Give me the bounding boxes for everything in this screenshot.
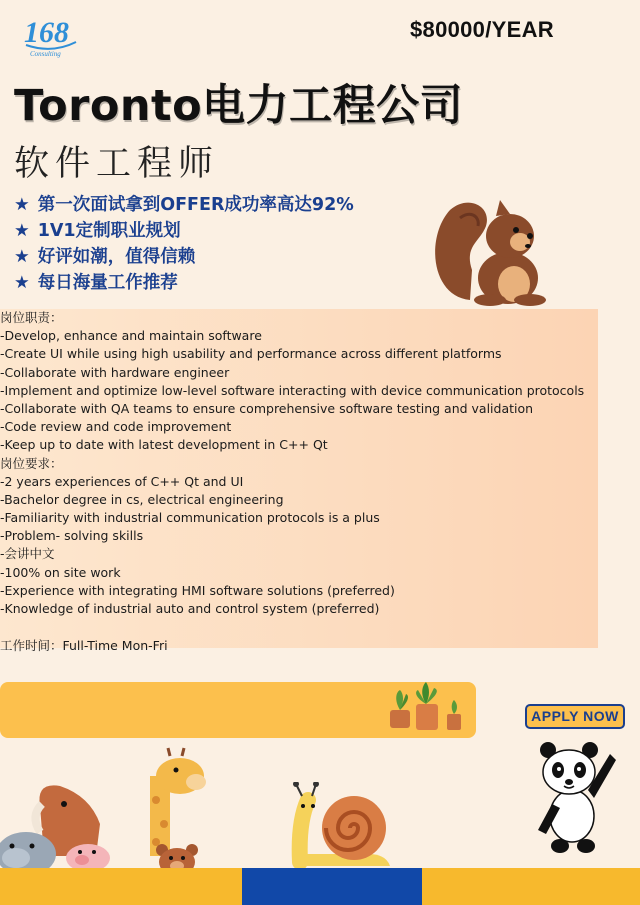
plants-illustration	[386, 682, 466, 732]
panda-illustration	[532, 738, 622, 854]
highlight-item	[14, 244, 354, 270]
detail-line: -2 years experiences of C++ Qt and UI	[0, 473, 244, 489]
salary-label: $80000/YEAR	[410, 17, 554, 42]
highlight-item	[14, 218, 354, 244]
work-time: 工作时间：Full-Time Mon-Fri	[0, 638, 168, 653]
company-title: Toronto电力工程公司	[14, 81, 464, 131]
highlight-text: 1V1定制职业规划	[37, 221, 181, 241]
footer-band-left	[0, 868, 242, 905]
detail-line: -Problem- solving skills	[0, 528, 144, 544]
highlight-text: 好评如潮，值得信赖	[37, 247, 196, 267]
detail-line: -Code review and code improvement	[0, 419, 232, 435]
detail-line: -Knowledge of industrial auto and control system (preferred)	[0, 601, 380, 616]
detail-line: 岗位要求：	[0, 455, 63, 471]
star-icon: ★	[14, 247, 30, 267]
highlight-text: 第一次面试拿到OFFER成功率高达92%	[37, 195, 354, 215]
detail-line: -Develop, enhance and maintain software	[0, 328, 262, 344]
star-icon: ★	[14, 221, 30, 241]
detail-line: -Bachelor degree in cs, electrical engineering	[0, 491, 284, 507]
detail-line: -Familiarity with industrial communication protocols is a plus	[0, 510, 380, 526]
detail-line: -Collaborate with hardware engineer	[0, 364, 230, 380]
highlight-item	[14, 192, 354, 218]
logo-text: 168	[24, 16, 69, 49]
position-title: 软件工程师	[14, 144, 220, 184]
squirrel-illustration	[430, 196, 570, 308]
animals-illustration	[0, 746, 210, 868]
highlight-text: 每日海量工作推荐	[37, 273, 178, 293]
star-icon: ★	[14, 195, 30, 215]
apply-now-button[interactable]: APPLY NOW	[525, 704, 625, 729]
snail-illustration	[290, 782, 395, 868]
highlight-item	[14, 270, 354, 296]
detail-line: -Create UI while using high usability and performance across different platforms	[0, 346, 502, 362]
star-icon: ★	[14, 273, 30, 293]
detail-line: -Implement and optimize low-level software interacting with device communication protocols	[0, 382, 585, 398]
detail-line: -会讲中文	[0, 546, 55, 562]
logo-subtext: Consulting	[30, 50, 61, 58]
highlights-list	[14, 192, 354, 296]
detail-line: -100% on site work	[0, 564, 121, 580]
footer-band-center	[242, 868, 422, 905]
company-logo	[22, 12, 82, 58]
detail-line: -Collaborate with QA teams to ensure comprehensive software testing and validation	[0, 400, 534, 416]
detail-line: 岗位职责：	[0, 310, 63, 325]
detail-line: -Experience with integrating HMI software solutions (preferred)	[0, 582, 395, 598]
job-details	[0, 309, 620, 618]
detail-line: -Keep up to date with latest development in C++ Qt	[0, 437, 328, 453]
footer-band-right	[422, 868, 640, 905]
